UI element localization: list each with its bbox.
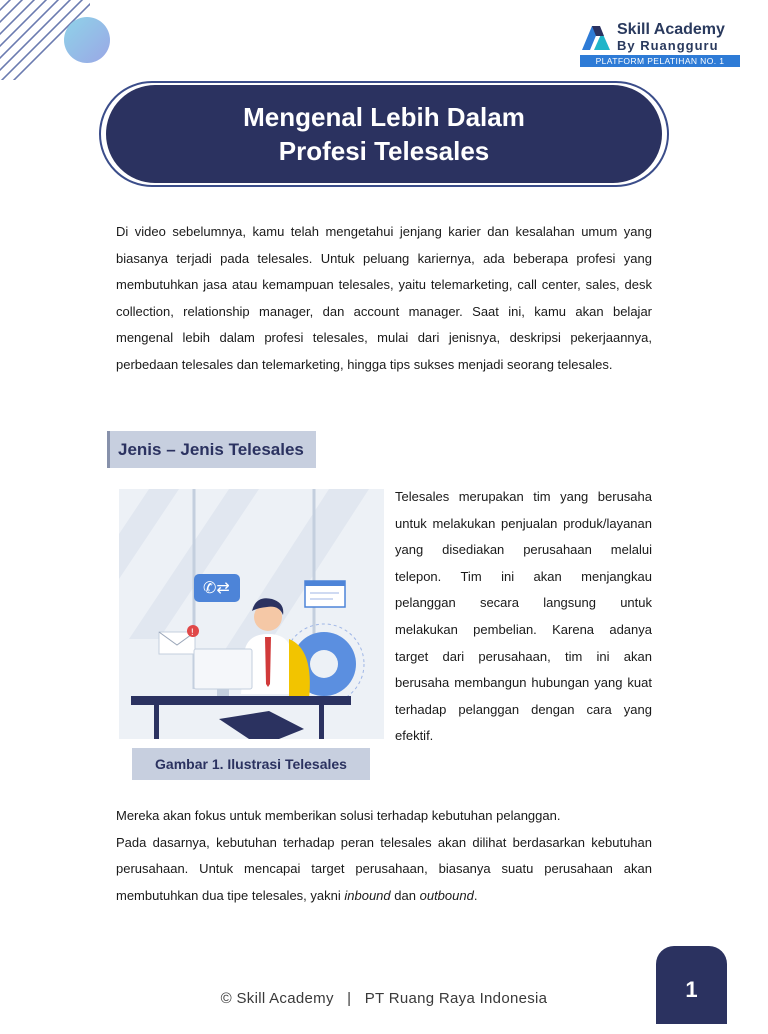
brand-tagline: PLATFORM PELATIHAN NO. 1 [580,55,740,67]
closing-line-1: Mereka akan fokus untuk memberikan solusi terhadap kebutuhan pelanggan. [116,808,561,823]
title-line-2: Profesi Telesales [278,136,490,166]
figure-caption: Gambar 1. Ilustrasi Telesales [132,748,370,780]
page-number: 1 [656,946,727,1024]
page-title [106,85,662,183]
skill-academy-logo [580,22,742,68]
logo-mark-icon [580,24,612,50]
decorative-circle [64,17,110,63]
closing-period: . [473,887,478,903]
term-inbound: inbound [344,887,391,903]
closing-connector: dan [394,887,416,903]
telesales-illustration [119,489,384,739]
side-paragraph: Telesales merupakan tim yang berusaha untuk melakukan penjualan produk/layanan yang disediakan perusahaan melalui telepon. Tim ini akan menjangkau pelanggan secara langsung untuk melakukan pembelian. Karena adanya target dari perusahaan, tim ini akan berusaha membangun hubungan yang kuat terhadap pelanggan dengan cara yang efektif. [395,489,652,744]
closing-paragraph [116,803,652,909]
svg-text:✆⇄: ✆⇄ [203,578,230,597]
brand-by: By Ruangguru [617,38,719,53]
footer-text: © Skill Academy | PT Ruang Raya Indonesia [220,990,548,1007]
title-line-1: Mengenal Lebih Dalam [243,102,525,132]
svg-text:!: ! [190,628,195,638]
term-outbound: outbound [419,887,474,903]
section-heading: Jenis – Jenis Telesales [107,431,316,468]
closing-text-start: Pada dasarnya, kebutuhan terhadap peran telesales akan dilihat berdasarkan kebutuhan perusahaan. Untuk mencapai target perusahaan, biasanya suatu perusahaan akan membutuhkan dua tipe telesales, yakni [116,834,652,903]
closing-text [116,830,652,910]
brand-name: Skill Academy [617,21,725,38]
intro-paragraph: Di video sebelumnya, kamu telah mengetahui jenjang karier dan kesalahan umum yang biasanya terjadi pada telesales. Untuk peluang kariernya, ada beberapa profesi yang membutuhkan jasa atau kemampuan telesales, yaitu telemarketing, call center, sales, desk collection, relationship manager, dan account manager. Saat ini, kamu akan belajar mengenal lebih dalam profesi telesales, mulai dari jenisnya, deskripsi pekerjaannya, perbedaan telesales dan telemarketing, hingga tips sukses menjadi seorang telesales. [116,224,652,372]
